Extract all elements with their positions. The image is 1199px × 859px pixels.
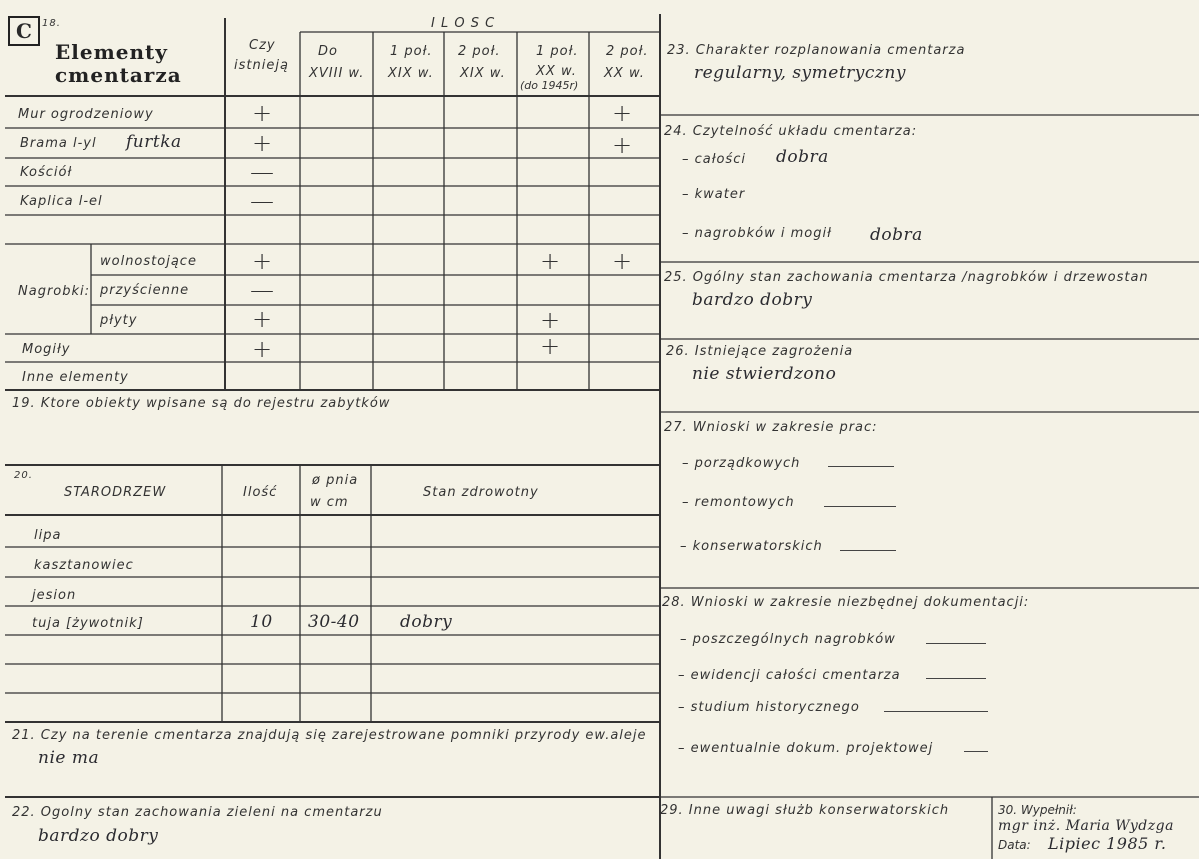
mark-brama-czy: + — [252, 129, 273, 157]
col-czy-line1: Czy — [249, 38, 276, 53]
tuja-ilosc: 10 — [250, 612, 273, 632]
s29-label: 29. Inne uwagi służb konserwatorskich — [660, 803, 950, 818]
s23-answer: regularny, symetryczny — [694, 63, 906, 83]
s27-remontowych-blank — [824, 506, 896, 507]
s28-studium: – studium historycznego — [678, 700, 860, 715]
title-line1: Elementy — [55, 40, 168, 64]
mark-mur-2xx: + — [612, 99, 633, 127]
row-przyscienne: przyścienne — [100, 283, 190, 298]
col-czy-line2: istnieją — [234, 58, 289, 73]
s20-number: 20. — [14, 470, 33, 481]
mark-mogily-1xx: + — [540, 332, 561, 360]
mark-plyty-1xx: + — [540, 306, 561, 334]
s28-studium-blank — [884, 711, 988, 712]
s24-kwater: – kwater — [682, 187, 746, 202]
s30-name: mgr inż. Maria Wydzga — [998, 818, 1174, 834]
col-1xix-l2: XIX w. — [388, 66, 434, 81]
col-xviii-l1: Do — [318, 44, 338, 59]
s22-answer: bardzo dobry — [38, 826, 159, 846]
s28-nagrobkow: – poszczególnych nagrobków — [680, 632, 896, 647]
s27-porzadkowych: – porządkowych — [682, 456, 801, 471]
s20-head-starodrzew: STARODRZEW — [64, 485, 167, 500]
s21-answer: nie ma — [38, 748, 100, 768]
s28-nagrobkow-blank — [926, 643, 986, 644]
col-1xx-l2: XX w. — [536, 64, 577, 79]
mark-mur-czy: + — [252, 99, 273, 127]
tree-kasztanowiec: kasztanowiec — [34, 558, 134, 573]
col-2xx-l1: 2 poł. — [606, 44, 649, 59]
s28-projektowej: – ewentualnie dokum. projektowej — [678, 741, 934, 756]
s27-konserwatorskich: – konserwatorskich — [680, 539, 823, 554]
tree-jesion: jesion — [32, 588, 77, 603]
s23-label: 23. Charakter rozplanowania cmentarza — [667, 43, 966, 58]
s27-remontowych: – remontowych — [682, 495, 795, 510]
s28-label: 28. Wnioski w zakresie niezbędnej dokumentacji: — [662, 595, 1030, 610]
s24-calosci-answer: dobra — [776, 147, 829, 167]
s24-calosci: – całości — [682, 152, 746, 167]
s20-head-pien-l2: w cm — [310, 495, 349, 510]
s24-label: 24. Czytelność układu cmentarza: — [664, 124, 918, 139]
s25-answer: bardzo dobry — [692, 290, 813, 310]
s30-label: 30. Wypełnił: — [998, 803, 1077, 817]
s26-answer: nie stwierdzono — [692, 364, 837, 384]
section-number: 18. — [42, 18, 61, 29]
col-xviii-l2: XVIII w. — [309, 66, 365, 81]
s27-label: 27. Wnioski w zakresie prac: — [664, 420, 878, 435]
ilosc-header: I L O S C — [431, 16, 496, 31]
s28-ewidencji-blank — [926, 678, 986, 679]
s20-head-ilosc: Ilość — [243, 485, 278, 500]
s26-label: 26. Istniejące zagrożenia — [666, 344, 854, 359]
s28-projektowej-blank — [964, 751, 988, 752]
mark-wolno-2xx: + — [612, 247, 633, 275]
section-letter-box: C — [8, 16, 40, 46]
tree-lipa: lipa — [34, 528, 62, 543]
row-kaplica: Kaplica l-el — [20, 194, 103, 209]
s20-head-stan: Stan zdrowotny — [423, 485, 539, 500]
col-1xix-l1: 1 poł. — [390, 44, 433, 59]
mark-brama-2xx: + — [612, 131, 633, 159]
col-1xx-l3: (do 1945r) — [520, 79, 579, 92]
col-1xx-l1: 1 poł. — [536, 44, 579, 59]
col-2xx-l2: XX w. — [604, 66, 645, 81]
mark-plyty-czy: + — [252, 305, 273, 333]
row-brama-handwritten: furtka — [126, 132, 182, 152]
s22-label: 22. Ogolny stan zachowania zieleni na cmentarzu — [12, 805, 383, 820]
row-kosciol: Kościół — [20, 165, 73, 180]
row-nagrobki: Nagrobki: — [18, 284, 91, 299]
s25-label: 25. Ogólny stan zachowania cmentarza /nagrobków i drzewostan — [664, 270, 1149, 285]
s24-nagrobkow: – nagrobków i mogił — [682, 226, 832, 241]
row-brama: Brama l-yl — [20, 136, 97, 151]
row-wolnostojace: wolnostojące — [100, 254, 197, 269]
s27-porzadkowych-blank — [828, 466, 894, 467]
s20-head-pien-l1: ø pnia — [312, 473, 359, 488]
s30-data-label: Data: — [998, 838, 1031, 852]
title-line2: cmentarza — [55, 63, 182, 87]
tuja-stan: dobry — [400, 612, 453, 632]
col-2xix-l2: XIX w. — [460, 66, 506, 81]
s21-label: 21. Czy na terenie cmentarza znajdują się zarejestrowane pomniki przyrody ew.aleje — [12, 728, 647, 743]
mark-kaplica-czy: — — [250, 187, 274, 215]
mark-kosciol-czy: — — [250, 158, 274, 186]
mark-wolno-1xx: + — [540, 247, 561, 275]
s28-ewidencji: – ewidencji całości cmentarza — [678, 668, 901, 683]
s24-nagrobkow-answer: dobra — [870, 225, 923, 245]
col-2xix-l1: 2 poł. — [458, 44, 501, 59]
row-inne: Inne elementy — [22, 370, 129, 385]
row-plyty: płyty — [100, 313, 138, 328]
s30-date: Lipiec 1985 r. — [1048, 834, 1167, 853]
row-mogily: Mogiły — [22, 342, 71, 357]
tuja-pien: 30-40 — [308, 612, 360, 632]
tree-tuja: tuja [żywotnik] — [32, 616, 144, 631]
s19-label: 19. Ktore obiekty wpisane są do rejestru zabytków — [12, 396, 391, 411]
row-mur: Mur ogrodzeniowy — [18, 107, 154, 122]
mark-mogily-czy: + — [252, 335, 273, 363]
s27-konserwatorskich-blank — [840, 550, 896, 551]
mark-przysc-czy: — — [250, 276, 274, 304]
mark-wolno-czy: + — [252, 247, 273, 275]
